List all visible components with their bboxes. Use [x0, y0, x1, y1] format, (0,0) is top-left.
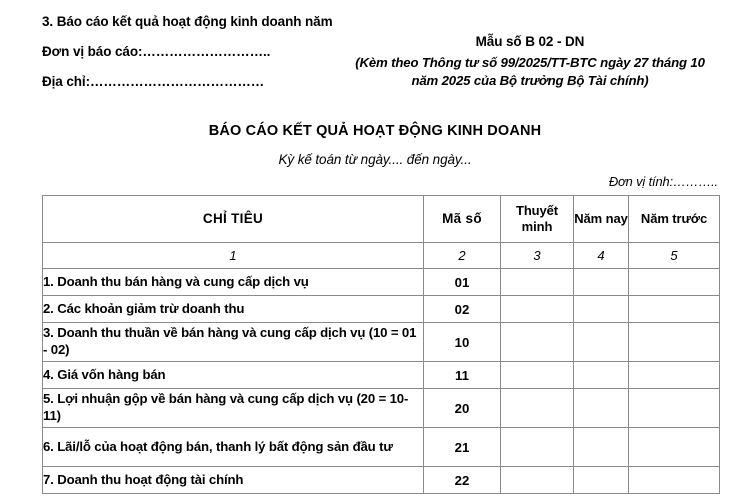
column-number-this-year: 4: [574, 243, 629, 269]
column-header-this-year: Năm nay: [574, 196, 629, 243]
cell-indicator: 7. Doanh thu hoạt động tài chính: [43, 467, 424, 494]
address-field: Địa chỉ:…………………………………: [42, 74, 265, 90]
column-header-indicator: CHỈ TIÊU: [43, 196, 424, 243]
table-row: [43, 467, 720, 494]
cell-code: 11: [424, 362, 501, 389]
cell-code: 01: [424, 269, 501, 296]
cell-indicator: 6. Lãi/lỗ của hoạt động bán, thanh lý bất động sản đầu tư: [43, 428, 424, 467]
cell-note: [501, 323, 574, 362]
header-right-block: [330, 33, 730, 90]
cell-this-year: [574, 389, 629, 428]
table-row: [43, 269, 720, 296]
cell-indicator: 1. Doanh thu bán hàng và cung cấp dịch vụ: [43, 269, 424, 296]
cell-prev-year: [629, 323, 720, 362]
column-number-note: 3: [501, 243, 574, 269]
cell-note: [501, 467, 574, 494]
unit-of-measure-note: Đơn vị tính:………..: [608, 174, 718, 189]
column-number-prev-year: 5: [629, 243, 720, 269]
reporting-unit-field: Đơn vị báo cáo:………………………..: [42, 44, 271, 60]
cell-this-year: [574, 362, 629, 389]
cell-note: [501, 389, 574, 428]
cell-indicator: 3. Doanh thu thuần về bán hàng và cung cấp dịch vụ (10 = 01 - 02): [43, 323, 424, 362]
cell-indicator: 5. Lợi nhuận gộp về bán hàng và cung cấp dịch vụ (20 = 10-11): [43, 389, 424, 428]
table-body: [43, 269, 720, 494]
cell-code: 02: [424, 296, 501, 323]
cell-prev-year: [629, 467, 720, 494]
cell-this-year: [574, 296, 629, 323]
column-number-code: 2: [424, 243, 501, 269]
cell-indicator: 2. Các khoản giảm trừ doanh thu: [43, 296, 424, 323]
cell-code: 22: [424, 467, 501, 494]
table-row: [43, 389, 720, 428]
cell-prev-year: [629, 296, 720, 323]
cell-this-year: [574, 323, 629, 362]
table-column-number-row: [43, 243, 720, 269]
cell-note: [501, 269, 574, 296]
document-header: [0, 0, 750, 110]
column-header-code: Mã số: [424, 196, 501, 243]
cell-note: [501, 428, 574, 467]
cell-code: 20: [424, 389, 501, 428]
form-code: Mẫu số B 02 - DN: [475, 34, 585, 49]
cell-this-year: [574, 428, 629, 467]
cell-indicator: 4. Giá vốn hàng bán: [43, 362, 424, 389]
page-title: BÁO CÁO KẾT QUẢ HOẠT ĐỘNG KINH DOANH: [208, 123, 542, 139]
cell-this-year: [574, 269, 629, 296]
income-statement-table: [42, 195, 720, 494]
page-subtitle: Kỳ kế toán từ ngày.... đến ngày...: [278, 151, 472, 167]
cell-prev-year: [629, 362, 720, 389]
section-heading: 3. Báo cáo kết quả hoạt động kinh doanh năm: [42, 14, 333, 29]
cell-prev-year: [629, 269, 720, 296]
cell-code: 10: [424, 323, 501, 362]
form-reference: [330, 54, 730, 90]
cell-prev-year: [629, 428, 720, 467]
cell-code: 21: [424, 428, 501, 467]
form-reference-line-2: năm 2025 của Bộ trưởng Bộ Tài chính): [411, 72, 649, 88]
column-header-prev-year: Năm trước: [629, 196, 720, 243]
cell-prev-year: [629, 389, 720, 428]
table-header-row: [43, 196, 720, 243]
table-row: [43, 323, 720, 362]
table-row: [43, 362, 720, 389]
table-row: [43, 296, 720, 323]
column-number-indicator: 1: [43, 243, 424, 269]
cell-note: [501, 296, 574, 323]
header-left-block: [42, 13, 342, 92]
title-block: [0, 122, 750, 168]
form-reference-line-1: (Kèm theo Thông tư số 99/2025/TT-BTC ngày 27 tháng 10: [355, 54, 705, 70]
table-row: [43, 428, 720, 467]
cell-this-year: [574, 467, 629, 494]
cell-note: [501, 362, 574, 389]
table-header: [43, 196, 720, 269]
column-header-note: Thuyết minh: [501, 196, 574, 243]
